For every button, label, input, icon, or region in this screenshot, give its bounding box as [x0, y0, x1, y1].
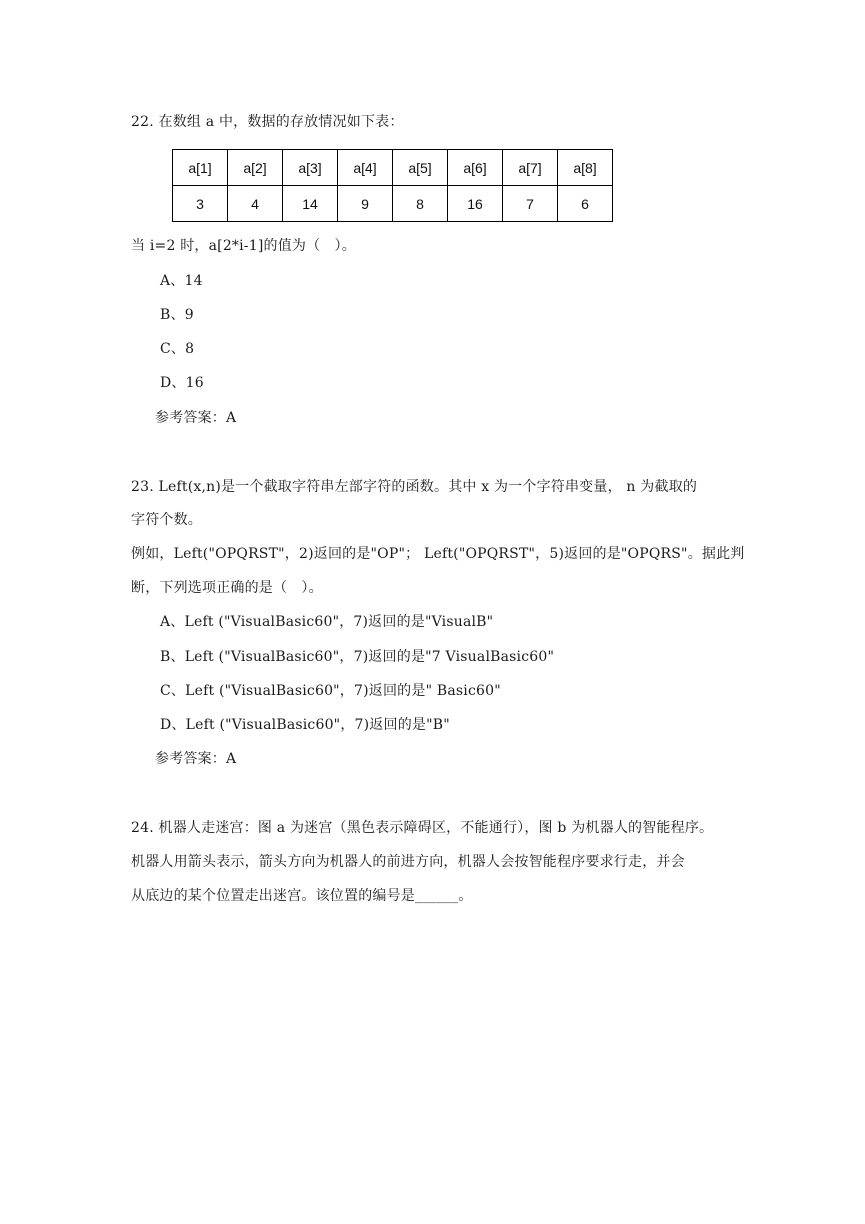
- q23-example-line2: 断，下列选项正确的是（ ）。: [131, 580, 323, 596]
- array-header-cell: a[7]: [503, 150, 558, 186]
- array-value-cell: 7: [503, 186, 558, 222]
- array-header-cell: a[3]: [283, 150, 338, 186]
- q22-stem: 22. 在数组 a 中，数据的存放情况如下表：: [131, 114, 404, 130]
- q22-question: 当 i=2 时，a[2*i-1]的值为（ ）。: [131, 238, 356, 254]
- array-table: [172, 149, 613, 222]
- array-value-cell: 14: [283, 186, 338, 222]
- q23-example-line1: 例如，Left("OPQRST"，2)返回的是"OP"； Left("OPQRST"，5)返回的是"OPQRS"。据此判: [131, 546, 745, 562]
- array-value-cell: 16: [448, 186, 503, 222]
- q23-option-b: B、Left ("VisualBasic60"，7)返回的是"7 VisualBasic60": [160, 649, 555, 665]
- q24-line3: 从底边的某个位置走出迷宫。该位置的编号是______。: [131, 888, 473, 904]
- q23-stem-line1: 23. Left(x,n)是一个截取字符串左部字符的函数。其中 x 为一个字符串变量， n 为截取的: [131, 479, 698, 495]
- q22-option-b: B、9: [160, 307, 194, 323]
- q23-answer: 参考答案：A: [155, 751, 237, 767]
- q22-option-c: C、8: [160, 341, 195, 357]
- array-value-cell: 4: [228, 186, 283, 222]
- q23-option-d: D、Left ("VisualBasic60"，7)返回的是"B": [160, 717, 450, 733]
- array-header-cell: a[4]: [338, 150, 393, 186]
- array-header-row: [173, 150, 613, 186]
- array-value-cell: 3: [173, 186, 228, 222]
- array-header-cell: a[6]: [448, 150, 503, 186]
- q22-option-a: A、14: [160, 273, 203, 289]
- array-header-cell: a[8]: [558, 150, 613, 186]
- q22-option-d: D、16: [160, 375, 204, 391]
- array-value-cell: 6: [558, 186, 613, 222]
- q23-stem-line2: 字符个数。: [131, 512, 202, 528]
- q22-answer: 参考答案：A: [155, 410, 237, 426]
- array-header-cell: a[1]: [173, 150, 228, 186]
- q23-option-a: A、Left ("VisualBasic60"，7)返回的是"VisualB": [160, 614, 494, 630]
- q23-option-c: C、Left ("VisualBasic60"，7)返回的是" Basic60": [160, 683, 501, 699]
- array-value-row: [173, 186, 613, 222]
- q24-line1: 24. 机器人走迷宫：图 a 为迷宫（黑色表示障碍区，不能通行），图 b 为机器人的智能程序。: [131, 820, 714, 836]
- q24-line2: 机器人用箭头表示，箭头方向为机器人的前进方向，机器人会按智能程序要求行走，并会: [131, 854, 685, 870]
- array-value-cell: 8: [393, 186, 448, 222]
- array-header-cell: a[5]: [393, 150, 448, 186]
- array-header-cell: a[2]: [228, 150, 283, 186]
- array-value-cell: 9: [338, 186, 393, 222]
